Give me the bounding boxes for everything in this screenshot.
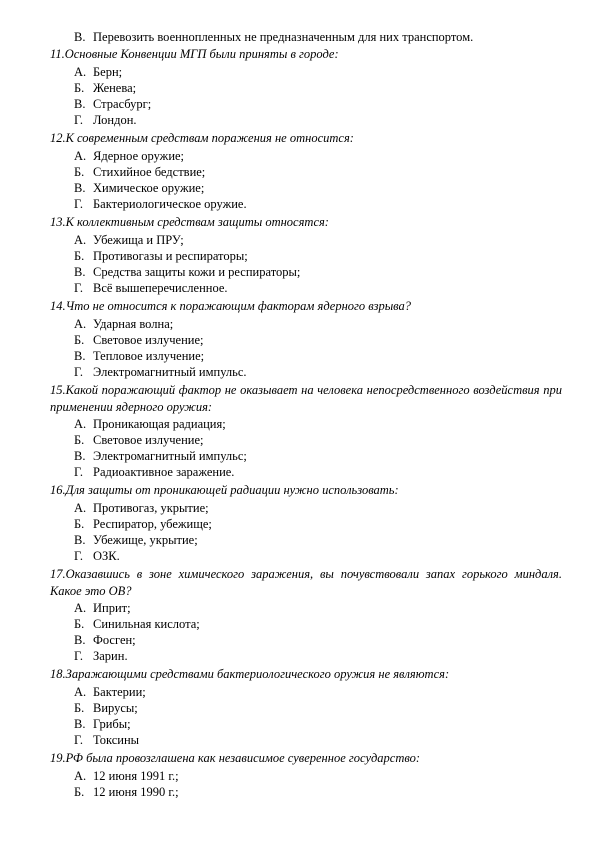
option-text: Бактериологическое оружие.	[93, 197, 247, 211]
option-text: Зарин.	[93, 649, 128, 663]
option-text: Респиратор, убежище;	[93, 517, 212, 531]
option-letter: А.	[74, 417, 87, 431]
answer-option	[74, 96, 151, 112]
option-letter: А.	[74, 769, 87, 783]
option-text: Электромагнитный импульс.	[93, 365, 247, 379]
option-text: Всё вышеперечисленное.	[93, 281, 228, 295]
answer-option	[74, 632, 136, 648]
question-heading: 13.К коллективным средствам защиты относятся:	[50, 215, 329, 229]
answer-option	[74, 700, 138, 716]
option-letter: Б.	[74, 785, 85, 799]
option-letter: В.	[74, 717, 86, 731]
option-text: ОЗК.	[93, 549, 120, 563]
option-text: Световое излучение;	[93, 433, 204, 447]
option-letter: Б.	[74, 517, 85, 531]
option-letter: Г.	[74, 113, 83, 127]
answer-option	[74, 768, 179, 784]
option-letter: Г.	[74, 281, 83, 295]
answer-option	[74, 600, 131, 616]
answer-option	[74, 29, 473, 45]
option-text: Противогазы и респираторы;	[93, 249, 248, 263]
option-letter: А.	[74, 685, 87, 699]
option-letter: Г.	[74, 549, 83, 563]
answer-option	[74, 532, 198, 548]
option-text: Лондон.	[93, 113, 137, 127]
answer-option	[74, 348, 204, 364]
answer-option	[74, 232, 184, 248]
option-text: Химическое оружие;	[93, 181, 205, 195]
answer-option	[74, 164, 205, 180]
answer-option	[74, 464, 234, 480]
option-letter: Б.	[74, 433, 85, 447]
option-text: Вирусы;	[93, 701, 138, 715]
answer-option	[74, 732, 139, 748]
option-letter: А.	[74, 501, 87, 515]
option-text: Убежища и ПРУ;	[93, 233, 184, 247]
question-heading: 14.Что не относится к поражающим факторам ядерного взрыва?	[50, 299, 412, 313]
option-letter: А.	[74, 65, 87, 79]
option-text: Грибы;	[93, 717, 131, 731]
answer-option	[74, 248, 248, 264]
option-letter: В.	[74, 181, 86, 195]
option-text: Стихийное бедствие;	[93, 165, 206, 179]
option-text: Электромагнитный импульс;	[93, 449, 247, 463]
question-heading: 12.К современным средствам поражения не относится:	[50, 131, 354, 145]
answer-option	[74, 264, 300, 280]
option-letter: А.	[74, 233, 87, 247]
option-letter: Г.	[74, 465, 83, 479]
answer-option	[74, 648, 128, 664]
option-letter: Б.	[74, 617, 85, 631]
question-heading: 11.Основные Конвенции МГП были приняты в городе:	[50, 47, 339, 61]
answer-option	[74, 784, 179, 800]
option-text: Женева;	[93, 81, 137, 95]
answer-option	[74, 516, 212, 532]
answer-option	[74, 416, 226, 432]
answer-option	[74, 500, 209, 516]
option-letter: В.	[74, 30, 86, 44]
option-letter: В.	[74, 633, 86, 647]
option-text: Бактерии;	[93, 685, 146, 699]
option-letter: Г.	[74, 365, 83, 379]
question-heading: 19.РФ была провозглашена как независимое суверенное государство:	[50, 751, 421, 765]
option-text: Убежище, укрытие;	[93, 533, 198, 547]
option-letter: А.	[74, 601, 87, 615]
option-text: Световое излучение;	[93, 333, 204, 347]
option-text: Перевозить военнопленных не предназначенным для них транспортом.	[93, 30, 474, 44]
answer-option	[74, 316, 173, 332]
option-text: 12 июня 1990 г.;	[93, 785, 179, 799]
answer-option	[74, 180, 204, 196]
answer-option	[74, 280, 228, 296]
option-letter: В.	[74, 449, 86, 463]
option-letter: В.	[74, 265, 86, 279]
option-text: Проникающая радиация;	[93, 417, 226, 431]
answer-option	[74, 432, 204, 448]
option-letter: А.	[74, 149, 87, 163]
answer-option	[74, 148, 184, 164]
option-letter: Б.	[74, 333, 85, 347]
option-text: Противогаз, укрытие;	[93, 501, 209, 515]
question-heading: 18.Заражающими средствами бактериологического оружия не являются:	[50, 667, 450, 681]
question-heading: 16.Для защиты от проникающей радиации нужно использовать:	[50, 483, 399, 497]
answer-option	[74, 616, 200, 632]
answer-option	[74, 548, 120, 564]
option-text: Тепловое излучение;	[93, 349, 205, 363]
option-text: Фосген;	[93, 633, 136, 647]
option-text: Берн;	[93, 65, 123, 79]
option-letter: Б.	[74, 701, 85, 715]
option-letter: Г.	[74, 197, 83, 211]
option-letter: В.	[74, 349, 86, 363]
option-text: Ударная волна;	[93, 317, 174, 331]
question-heading: 15.Какой поражающий фактор не оказывает на человека непосредственного воздействия при применении ядерного оружия:	[50, 383, 562, 414]
answer-option	[74, 332, 204, 348]
option-text: Ядерное оружие;	[93, 149, 185, 163]
option-letter: А.	[74, 317, 87, 331]
answer-option	[74, 64, 122, 80]
answer-option	[74, 364, 247, 380]
answer-option	[74, 112, 137, 128]
option-text: Синильная кислота;	[93, 617, 200, 631]
option-letter: Б.	[74, 249, 85, 263]
option-text: Иприт;	[93, 601, 131, 615]
option-text: Страсбург;	[93, 97, 152, 111]
option-letter: Б.	[74, 81, 85, 95]
option-text: 12 июня 1991 г.;	[93, 769, 179, 783]
question-heading: 17.Оказавшись в зоне химического заражения, вы почувствовали запах горького миндаля. Какое это ОВ?	[50, 567, 562, 598]
option-text: Токсины	[93, 733, 140, 747]
option-letter: Г.	[74, 649, 83, 663]
option-text: Средства защиты кожи и респираторы;	[93, 265, 301, 279]
option-letter: Б.	[74, 165, 85, 179]
answer-option	[74, 716, 131, 732]
answer-option	[74, 80, 136, 96]
answer-option	[74, 448, 247, 464]
answer-option	[74, 196, 247, 212]
option-letter: Г.	[74, 733, 83, 747]
option-text: Радиоактивное заражение.	[93, 465, 235, 479]
option-letter: В.	[74, 533, 86, 547]
answer-option	[74, 684, 146, 700]
option-letter: В.	[74, 97, 86, 111]
